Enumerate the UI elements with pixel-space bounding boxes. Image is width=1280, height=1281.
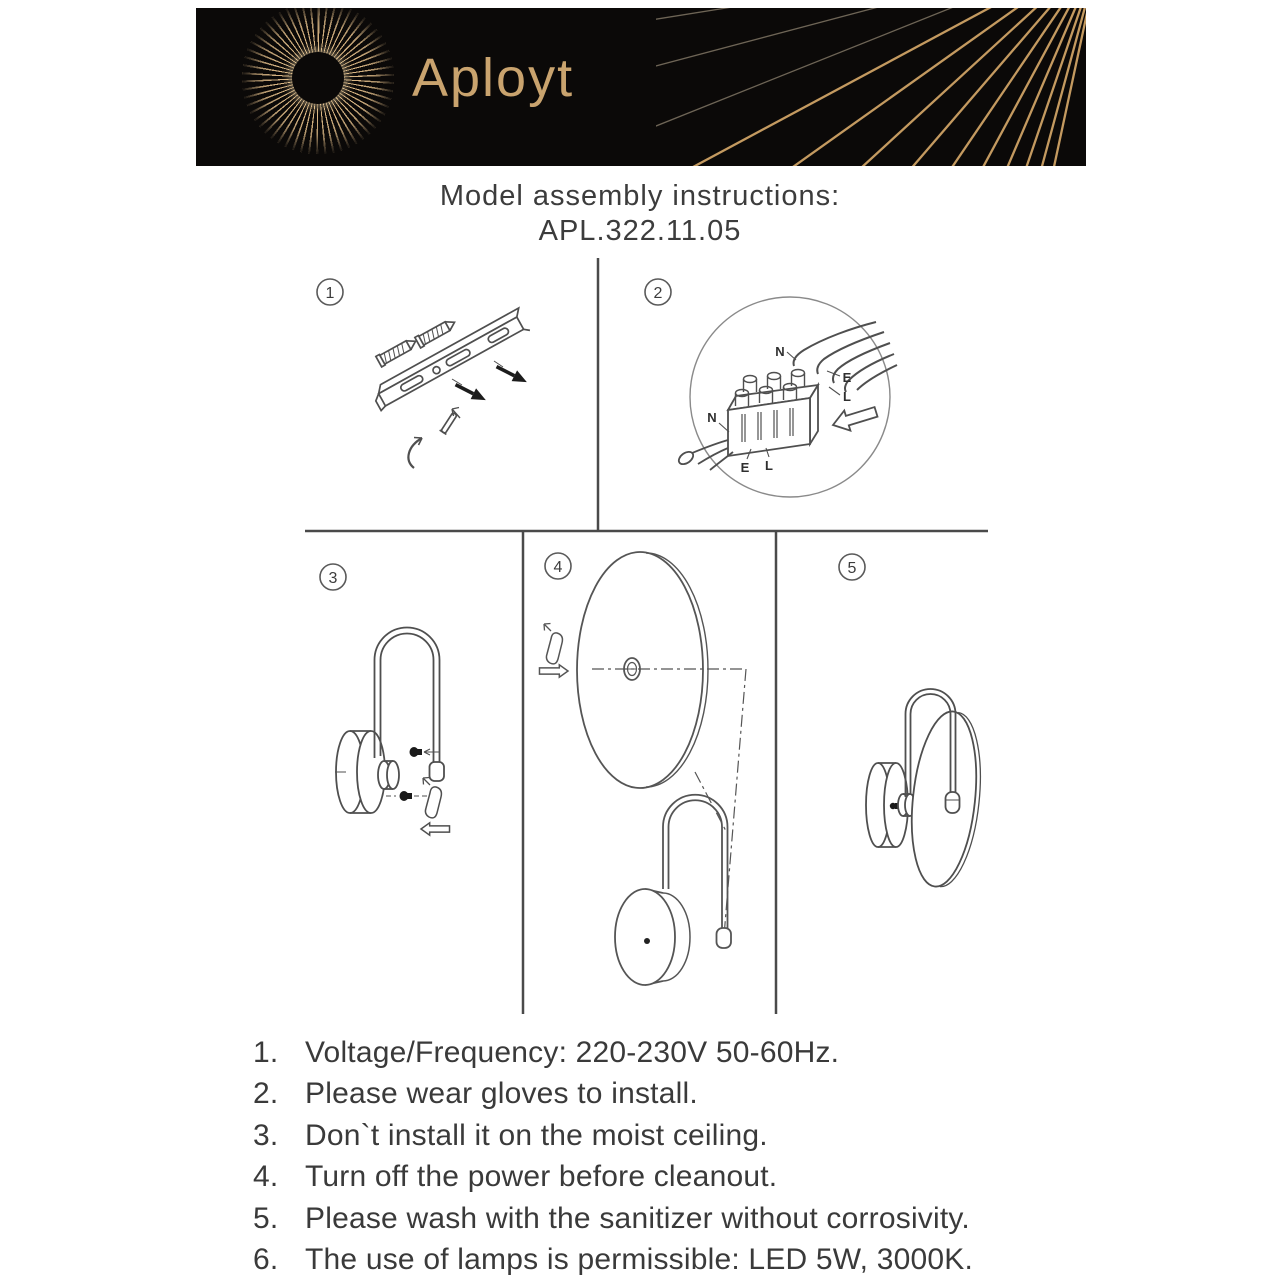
instruction-number: 2. [253,1077,305,1111]
step-1-badge [317,279,343,305]
instruction-text: Voltage/Frequency: 220-230V 50-60Hz. [305,1036,839,1070]
model-number: APL.322.11.05 [0,214,1280,249]
hex-key [423,778,441,818]
slide-direction-arrow [421,823,450,835]
svg-text:5: 5 [848,560,857,577]
instructions-list [253,1032,973,1281]
terminal-block [728,370,818,457]
incoming-wire-label-e: E [843,370,852,385]
rotate-arrow [408,438,422,469]
step-3-badge [320,564,346,590]
instruction-item [253,1032,973,1074]
thumb-screw [410,747,441,757]
svg-text:1: 1 [326,285,335,302]
brand-name: Aployt [412,48,574,108]
instruction-item [253,1198,973,1240]
step-2-badge [645,279,671,305]
mounting-bracket [370,308,531,412]
instruction-text: Turn off the power before cleanout. [305,1160,777,1194]
small-screw [440,412,459,435]
wall-anchor [415,317,458,348]
instruction-number: 4. [253,1160,305,1194]
wall-anchor [376,336,419,367]
page-title: Model assembly instructions: [0,179,1280,214]
incoming-wire-label-n: N [775,344,784,359]
step-4-figure [539,552,746,985]
terminal-wires [677,440,733,470]
instruction-text: The use of lamps is permissible: LED 5W, 3000K. [305,1243,973,1277]
instruction-number: 6. [253,1243,305,1277]
step-5-badge [839,554,865,580]
instruction-item [253,1157,973,1199]
instruction-number: 3. [253,1119,305,1153]
instruction-text: Don`t install it on the moist ceiling. [305,1119,768,1153]
push-direction-arrow [830,402,879,435]
terminal-wire-label-n: N [707,410,716,425]
step-5-figure [866,689,988,890]
step-1-figure [370,308,531,468]
instruction-text: Please wash with the sanitizer without corrosivity. [305,1202,970,1236]
instruction-item [253,1074,973,1116]
step-3-figure [335,628,450,836]
instruction-item [253,1240,973,1281]
svg-text:3: 3 [329,570,338,587]
svg-text:4: 4 [554,559,563,576]
screw-arrow [494,361,530,387]
terminal-wire-label-e: E [741,460,750,475]
instruction-number: 1. [253,1036,305,1070]
attach-direction-arrow [539,665,568,677]
instruction-text: Please wear gloves to install. [305,1077,698,1111]
instruction-number: 5. [253,1202,305,1236]
step-2-figure [677,297,897,497]
svg-text:2: 2 [654,285,663,302]
disc-diffuser [577,552,708,788]
step-4-badge [545,553,571,579]
incoming-wire-label-l: L [843,389,851,404]
thumb-screw [386,791,431,801]
base-drum [615,889,690,985]
instruction-item [253,1115,973,1157]
hex-key [544,624,562,664]
mount-hub [378,761,399,789]
terminal-wire-label-l: L [765,458,773,473]
